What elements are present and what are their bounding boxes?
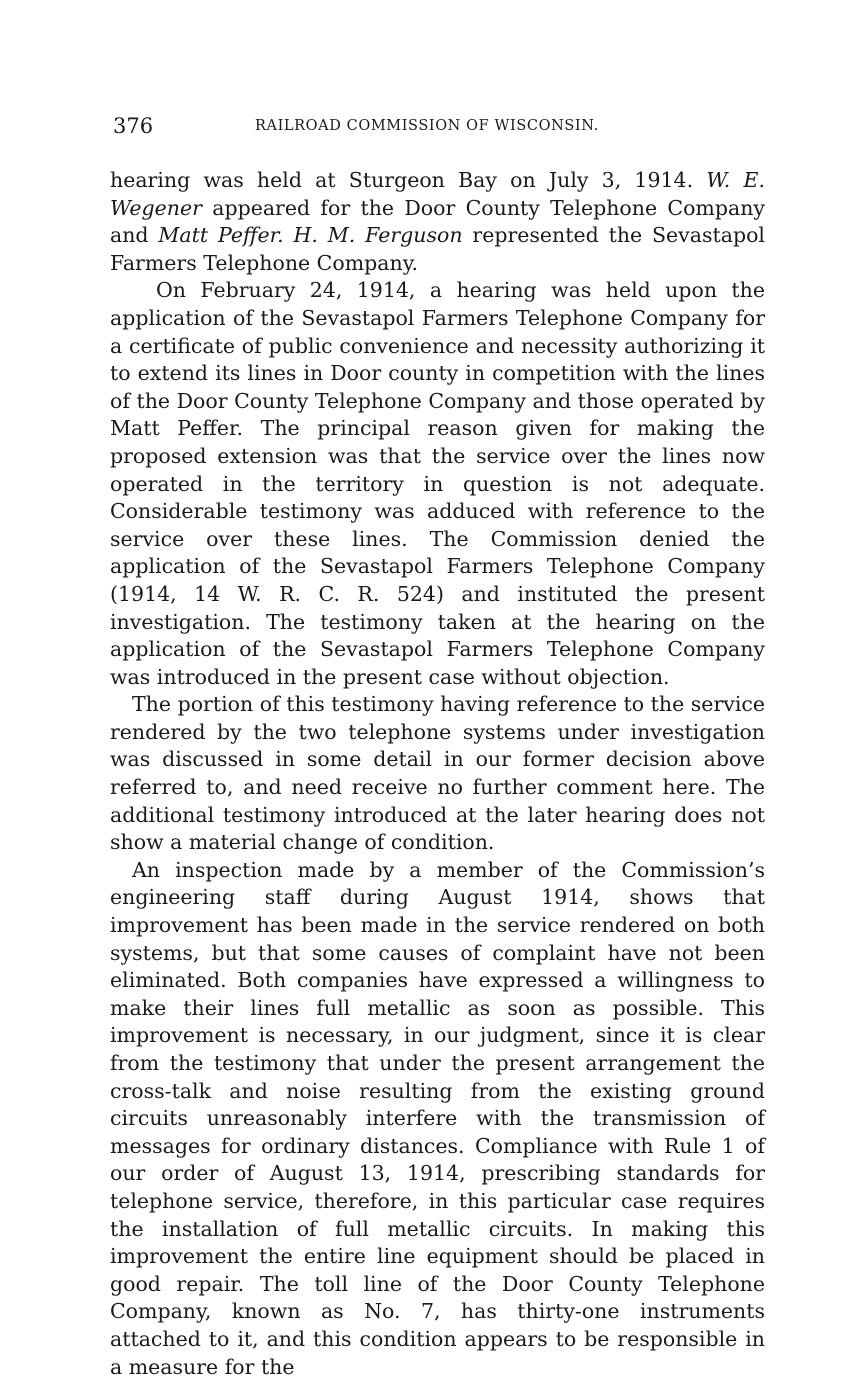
paragraph-1 — [110, 167, 765, 277]
paragraph-2: On February 24, 1914, a hearing was held upon the application of the Sevastapol Farmers Telephone Company for a certificate of public convenience and necessity authorizing it to extend its lines in Door county in competition with the lines of the Door County Telephone Company and those operated by Matt Peffer. The principal reason given for making the proposed extension was that the service over the lines now operated in the territory in question is not adequate. Considerable testimony was adduced with reference to the service over these lines. The Commission denied the application of the Sevastapol Farmers Telephone Company (1914, 14 W. R. C. R. 524) and instituted the present investigation. The testimony taken at the hearing on the application of the Sevastapol Farmers Telephone Company was introduced in the present case without objection. — [110, 278, 765, 689]
counsel-name-wegener: W. E. Wegener — [110, 168, 765, 220]
paragraph-3: The portion of this testimony having reference to the service rendered by the two telephone systems under investigation was discussed in some detail in our former decision above referred to, and need receive no further comment here. The additional testimony introduced at the later hearing does not show a material change of condition. — [110, 692, 765, 855]
party-names-peffer-ferguson: Matt Peffer. H. M. Ferguson — [158, 223, 463, 248]
document-page — [110, 108, 765, 1381]
paragraph-1-text-e: represented the Sevastapol Farmers Telephone Company. — [110, 223, 765, 275]
paragraph-1-text-a: hearing was held at Sturgeon Bay on July 3, 1914. — [110, 168, 707, 192]
paragraph-4: An inspection made by a member of the Commission’s engineering staff during August 1914, shows that improvement has been made in the service rendered on both systems, but that some causes of complaint have not been eliminated. Both companies have expressed a willingness to make their lines full metallic as soon as possible. This improvement is necessary, in our judgment, since it is clear from the testimony that under the present arrangement the cross-talk and noise resulting from the existing ground circuits unreasonably interfere with the transmission of messages for ordinary distances. Compliance with Rule 1 of our order of August 13, 1914, prescribing standards for telephone service, therefore, in this particular case requires the installation of full metallic circuits. In making this improvement the entire line equipment should be placed in good repair. The toll line of the Door County Telephone Company, known as No. 7, has thirty-one instruments attached to it, and this condition appears to be responsible in a measure for the — [110, 857, 765, 1379]
page-number: 376 — [113, 114, 154, 138]
paragraph-1-text-c: appeared for the Door County Telephone Company and — [110, 195, 765, 248]
running-title: RAILROAD COMMISSION OF WISCONSIN. — [255, 118, 599, 134]
running-head — [110, 108, 765, 144]
